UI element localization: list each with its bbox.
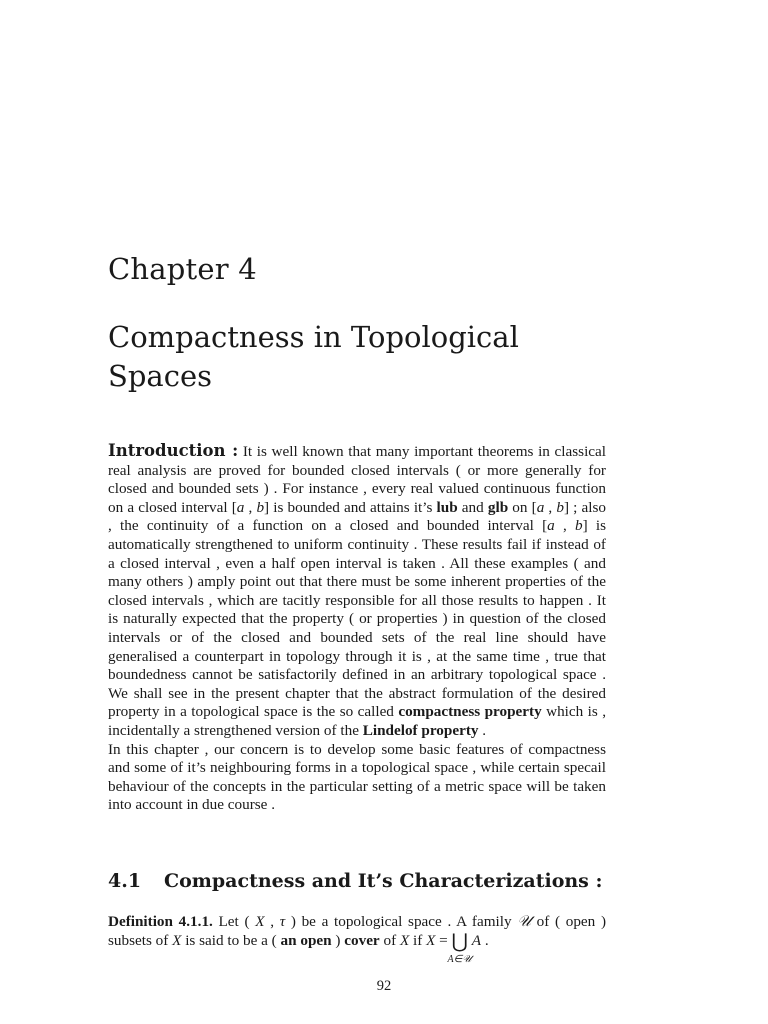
definition-text: of [379,932,400,949]
var-U: 𝒰 [517,913,531,930]
var-b: b [256,498,265,516]
term-glb: glb [487,498,509,516]
definition-text: ) be a topological space . A family [285,913,518,930]
definition-text: . [481,932,489,949]
var-b: b [574,517,583,535]
intro-paragraph-2: In this chapter , our concern is to develop some basic features of compactness and some of it’s neighbouring forms in a topological space , while certain specail behaviour of the concepts in the particular setting of a metric space will be taken into account in due course . [108,740,606,814]
intro-heading: Introduction : [108,441,239,460]
union-operator [447,931,472,965]
term-an-open: an open [280,932,332,949]
definition-label: Definition 4.1.1. [108,913,213,930]
term-cover: cover [344,932,380,949]
definition-text: Let ( [212,913,256,930]
var-X: X [255,913,265,930]
var-X: X [399,932,410,949]
intro-text: and [457,498,488,516]
definition-text: ) [331,932,345,949]
term-lub: lub [436,498,458,516]
section-heading [108,870,628,892]
comma: , [244,498,257,516]
intro-text: It is well known that many important theorems in classical real analysis are proved for bounded closed intervals ( or more generally for closed and bounded sets ) . For instance , every real valued continuous function on a closed interval [ [108,443,606,516]
var-a: a [547,517,555,535]
definition-text: is said to be a ( [181,932,281,949]
introduction-section [108,442,606,815]
var-a: a [536,498,545,516]
definition-text: of ( open ) subsets of [108,913,607,949]
chapter-label: Chapter 4 [108,252,257,286]
intro-text: . [478,721,487,739]
intro-text: on [ [508,498,537,516]
var-X: X [172,932,182,949]
union-subscript: A∈𝒰 [447,954,472,965]
definition-text: = [435,932,452,949]
var-A: A [471,932,482,949]
definition-text: if [409,932,427,949]
intro-text: ] is automatically strengthened to uniform continuity . These results fail if instead of a closed interval , even a half open interval is taken . All these examples ( and many others ) amply point out that there must be some inherent properties of the closed intervals , which are tacitly responsible for all those results to happen . It is naturally expected that the property ( or properties ) in question of the closed intervals or of the closed and bounded sets of the real line should have generalised a counterpart in topology through it is , at the same time , true that boundedness cannot be satisfactorily defined in an arbitrary topological space . We shall see in the present chapter that the abstract formulation of the desired property in a topological space is the so called [108,517,606,721]
definition-text: , [264,913,280,930]
var-b: b [556,498,564,516]
intro-text: which is , incidentally a strengthened version of the [108,703,606,739]
definition-4-1-1 [108,912,607,965]
chapter-title: Compactness in Topological Spaces [108,320,519,393]
page-number: 92 [376,978,392,994]
intro-text: ] ; also , the continuity of a function on a closed and bounded interval [ [108,498,606,535]
intro-text: ] is bounded and attains it’s [264,498,437,516]
var-a: a [236,498,245,516]
term-lindelof-property: Lindelof property [362,721,479,739]
comma: , [554,517,575,535]
comma: , [544,498,557,516]
section-number: 4.1 [108,870,142,892]
var-tau: τ [279,913,286,930]
var-X: X [426,932,436,949]
union-symbol: ⋃ [451,931,468,953]
term-compactness-property: compactness property [398,703,542,721]
section-title: Compactness and It’s Characterizations : [164,870,603,892]
intro-paragraph-1 [108,442,606,741]
